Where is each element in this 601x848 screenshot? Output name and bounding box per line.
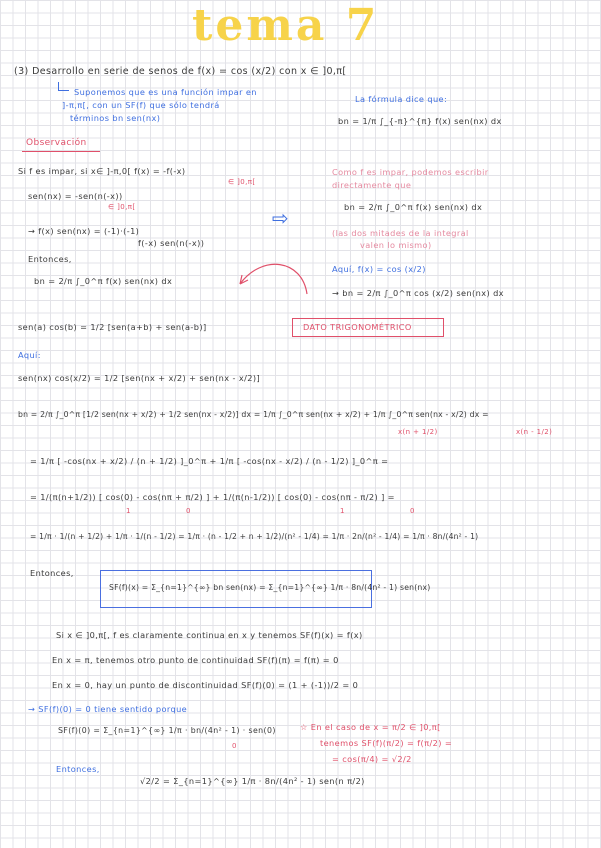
work-step: = 1/π [ -cos(nx + x/2) / (n + 1/2) ]_0^π + 1/π [ -cos(nx - x/2) / (n - 1/2) ]_0^π =: [30, 456, 389, 466]
conclusion-line: En x = 0, hay un punto de discontinuidad SF(f)(0) = (1 + (-1))/2 = 0: [52, 680, 359, 690]
curved-arrow-icon: [232, 254, 312, 302]
entonces-label: Entonces,: [28, 254, 72, 264]
value-note: 1: [340, 507, 345, 515]
aqui-label: Aquí:: [18, 350, 41, 360]
right-note: valen lo mismo): [360, 240, 432, 250]
formula: bn = 1/π ∫_{-π}^{π} f(x) sen(nx) dx: [338, 116, 502, 126]
implies-arrow-icon: ⇨: [272, 206, 289, 230]
domain-note: ∈ ]0,π[: [108, 203, 136, 211]
work-step: = 1/(π(n+1/2)) [ cos(0) - cos(nπ + π/2) ] + 1/(π(n-1/2)) [ cos(0) - cos(nπ - π/2) ] =: [30, 492, 395, 502]
final-formula: √2/2 = Σ_{n=1}^{∞} 1/π · 8n/(4n² - 1) sen(n π/2): [140, 776, 365, 786]
work-step: = 1/π · 1/(n + 1/2) + 1/π · 1/(n - 1/2) = 1/π · (n - 1/2 + n + 1/2)/(n² - 1/4) = 1/π · 2n/(n² - 1/4) = 1/π · 8n/(4n² - 1): [30, 532, 479, 541]
substitution-note: x(n + 1/2): [398, 428, 438, 436]
conclusion-line: Si x ∈ ]0,π[, f es claramente continua en x y tenemos SF(f)(x) = f(x): [56, 630, 363, 640]
substitution-note: x(n - 1/2): [516, 428, 553, 436]
conclusion-line: SF(f)(0) = Σ_{n=1}^{∞} 1/π · bn/(4n² - 1) · sen(0): [58, 726, 276, 735]
right-line: Como f es impar, podemos escribir: [332, 167, 489, 177]
work-step: sen(nx) cos(x/2) = 1/2 [sen(nx + x/2) + sen(nx - x/2)]: [18, 373, 261, 383]
series-formula: SF(f)(x) = Σ_{n=1}^{∞} bn sen(nx) = Σ_{n=1}^{∞} 1/π · 8n/(4n² - 1) sen(nx): [109, 583, 431, 592]
value-note: 0: [232, 742, 237, 750]
trig-box: [292, 318, 444, 337]
right-line: directamente que: [332, 180, 412, 190]
note-line: ]-π,π[, con un SF(f) que sólo tendrá: [62, 100, 220, 110]
note-line: términos bn sen(nx): [70, 113, 161, 123]
value-note: 0: [410, 507, 415, 515]
star-note: = cos(π/4) = √2/2: [332, 754, 412, 764]
series-box: [100, 570, 431, 608]
domain-note: ∈ ]0,π[: [228, 178, 256, 186]
trig-identity: sen(a) cos(b) = 1/2 [sen(a+b) + sen(a-b)]: [18, 322, 207, 332]
formula-label: La fórmula dice que:: [355, 94, 448, 104]
page-title: tema 7: [192, 0, 380, 51]
observation-heading: Observación: [26, 138, 87, 148]
star-note: tenemos SF(f)(π/2) = f(π/2) =: [320, 738, 453, 748]
observation-underline: [22, 151, 100, 152]
star-note: ☆ En el caso de x = π/2 ∈ ]0,π[: [300, 722, 441, 732]
conclusion-line: En x = π, tenemos otro punto de continuidad SF(f)(π) = f(π) = 0: [52, 655, 339, 665]
right-bn-formula: bn = 2/π ∫_0^π f(x) sen(nx) dx: [344, 202, 483, 212]
aqui-line: Aquí, f(x) = cos (x/2): [332, 264, 426, 274]
work-step: bn = 2/π ∫_0^π [1/2 sen(nx + x/2) + 1/2 sen(nx - x/2)] dx = 1/π ∫_0^π sen(nx + x/2) + 1/π ∫_0^π sen(nx - x/2) dx =: [18, 410, 489, 419]
observation-line: → f(x) sen(nx) = (-1)·(-1): [28, 226, 140, 236]
conclusion-line: → SF(f)(0) = 0 tiene sentido porque: [28, 704, 188, 714]
observation-line: sen(nx) = -sen(n(-x)): [28, 191, 123, 201]
value-note: 0: [186, 507, 191, 515]
entonces-label: Entonces,: [56, 764, 100, 774]
observation-line: Si f es impar, si x∈ ]-π,0[ f(x) = -f(-x): [18, 166, 186, 176]
entonces-label: Entonces,: [30, 568, 74, 578]
note-bracket: [58, 82, 69, 91]
trig-box-label: DATO TRIGONOMÉTRICO: [303, 322, 412, 332]
exercise-statement: (3) Desarrollo en serie de senos de f(x) = cos (x/2) con x ∈ ]0,π[: [14, 66, 347, 77]
observation-line: f(-x) sen(n(-x)): [138, 238, 205, 248]
bn-formula: bn = 2/π ∫_0^π f(x) sen(nx) dx: [34, 276, 173, 286]
bn-here: → bn = 2/π ∫_0^π cos (x/2) sen(nx) dx: [332, 288, 504, 298]
value-note: 1: [126, 507, 131, 515]
right-note: (las dos mitades de la integral: [332, 228, 469, 238]
note-line: Suponemos que es una función impar en: [74, 87, 257, 97]
